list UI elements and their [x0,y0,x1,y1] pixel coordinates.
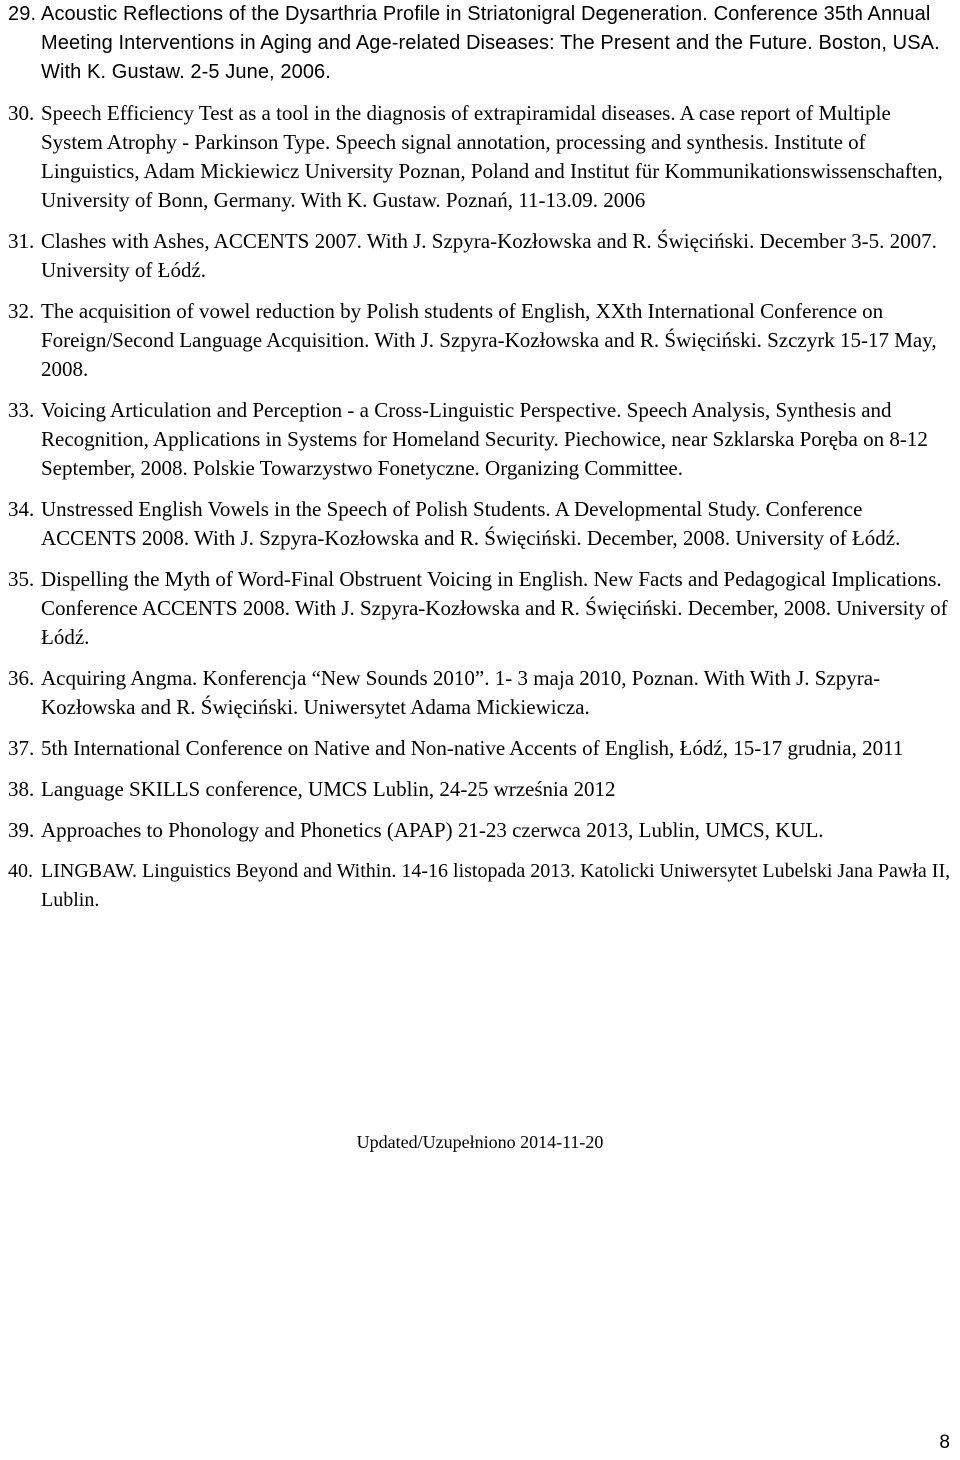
entry-text: LINGBAW. Linguistics Beyond and Within. 14-16 listopada 2013. Katolicki Uniwersytet Lubelski Jana Pawła II, Lublin. [41,860,951,911]
entry-number: 38. [8,777,35,801]
entry-number: 30. [8,101,35,125]
list-item [8,99,953,215]
entry-number: 34. [8,497,35,521]
updated-date: Updated/Uzupełniono 2014-11-20 [356,1132,604,1152]
list-item [8,775,953,804]
entry-text: Voicing Articulation and Perception - a Cross-Linguistic Perspective. Speech Analysis, Synthesis and Recognition, Applications in Systems for Homeland Security. Piechowice, near Szklarska Poręba on 8-12 September, 2008. Polskie Towarzystwo Fonetyczne. Organizing Committee. [41,398,928,480]
list-item [8,664,953,722]
entry-text: Clashes with Ashes, ACCENTS 2007. With J. Szpyra-Kozłowska and R. Święciński. December 3-5. 2007. University of Łódź. [41,229,937,282]
list-item [8,495,953,553]
entry-number: 33. [8,398,35,422]
entry-number: 31. [8,229,35,253]
page-number: 8 [939,1432,950,1453]
list-item [8,396,953,483]
list-item [8,227,953,285]
entry-text: Acquiring Angma. Konferencja “New Sounds 2010”. 1- 3 maja 2010, Poznan. With With J. Szpyra-Kozłowska and R. Święciński. Uniwersytet Adama Mickiewicza. [41,666,881,719]
entry-text: 5th International Conference on Native and Non-native Accents of English, Łódź, 15-17 grudnia, 2011 [41,736,904,760]
entry-number: 36. [8,666,35,690]
entry-number: 37. [8,736,35,760]
list-item [8,857,953,915]
entry-text: Unstressed English Vowels in the Speech of Polish Students. A Developmental Study. Conference ACCENTS 2008. With J. Szpyra-Kozłowska and R. Święciński. December, 2008. University of Łódź. [41,497,901,550]
entry-text: Speech Efficiency Test as a tool in the diagnosis of extrapiramidal diseases. A case report of Multiple System Atrophy - Parkinson Type. Speech signal annotation, processing and synthesis. Institute of Linguistics, Adam Mickiewicz University Poznan, Poland and Institut für Kommunikationswissenschaften, University of Bonn, Germany. With K. Gustaw. Poznań, 11-13.09. 2006 [41,101,943,212]
list-item [8,297,953,384]
entry-number: 39. [8,818,35,842]
entry-text: The acquisition of vowel reduction by Polish students of English, XXth International Conference on Foreign/Second Language Acquisition. With J. Szpyra-Kozłowska and R. Święciński. Szczyrk 15-17 May, 2008. [41,299,937,381]
entry-text: Acoustic Reflections of the Dysarthria Profile in Striatonigral Degeneration. Conference 35th Annual Meeting Interventions in Aging and Age-related Diseases: The Present and the Future. Boston, USA. With K. Gustaw. 2-5 June, 2006. [41,3,940,83]
entry-text: Language SKILLS conference, UMCS Lublin, 24-25 września 2012 [41,777,616,801]
entry-number: 40. [8,860,33,882]
list-item [8,565,953,652]
entry-text: Approaches to Phonology and Phonetics (APAP) 21-23 czerwca 2013, Lublin, UMCS, KUL. [41,818,824,842]
entry-number: 32. [8,299,35,323]
entry-number: 29. [8,3,37,25]
list-item [8,0,953,87]
list-item [8,816,953,845]
entry-number: 35. [8,567,35,591]
publication-list [8,0,953,927]
list-item [8,734,953,763]
entry-text: Dispelling the Myth of Word-Final Obstruent Voicing in English. New Facts and Pedagogical Implications. Conference ACCENTS 2008. With J. Szpyra-Kozłowska and R. Święciński. December, 2008. University of Łódź. [41,567,948,649]
